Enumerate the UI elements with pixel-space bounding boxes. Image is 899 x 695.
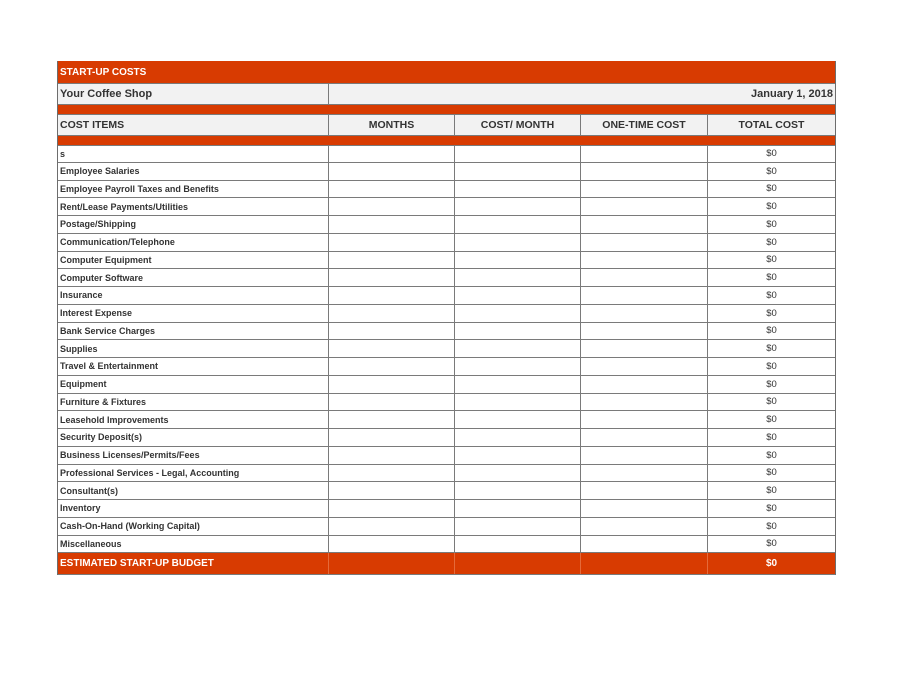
cost-items-list (58, 145, 835, 553)
months-cell[interactable] (329, 269, 455, 286)
column-header-row (58, 114, 835, 136)
shop-row (58, 83, 835, 105)
table-row (58, 323, 835, 341)
table-row (58, 482, 835, 500)
budget-total-label[interactable]: ESTIMATED START-UP BUDGET (58, 553, 329, 574)
one-time-cost-cell[interactable] (581, 482, 708, 499)
table-row (58, 216, 835, 234)
table-row (58, 340, 835, 358)
item-name-cell[interactable]: Cash-On-Hand (Working Capital) (58, 518, 329, 535)
item-name-cell[interactable]: Rent/Lease Payments/Utilities (58, 198, 329, 215)
one-time-cost-cell[interactable] (581, 305, 708, 322)
total-cost-cell[interactable]: $0 (766, 236, 777, 248)
one-time-cost-cell[interactable] (581, 252, 708, 269)
item-name-cell[interactable]: Employee Salaries (58, 163, 329, 180)
total-cost-cell[interactable]: $0 (766, 148, 777, 160)
total-cost-cell[interactable]: $0 (766, 396, 777, 408)
months-cell[interactable] (329, 482, 455, 499)
table-row (58, 429, 835, 447)
table-row (58, 305, 835, 323)
total-cost-cell[interactable]: $0 (766, 520, 777, 532)
cost-month-cell[interactable] (455, 269, 581, 286)
item-name-cell[interactable]: Professional Services - Legal, Accounting (58, 465, 329, 482)
cost-month-cell[interactable] (455, 340, 581, 357)
col-header-months[interactable]: MONTHS (329, 115, 455, 135)
cost-month-cell[interactable] (455, 358, 581, 375)
total-cost-cell[interactable]: $0 (766, 325, 777, 337)
cost-month-cell[interactable] (455, 216, 581, 233)
total-cost-cell[interactable]: $0 (766, 307, 777, 319)
one-time-cost-cell[interactable] (581, 323, 708, 340)
total-cost-cell[interactable]: $0 (766, 343, 777, 355)
sheet-title[interactable]: START-UP COSTS (60, 66, 147, 78)
one-time-cost-cell[interactable] (581, 376, 708, 393)
months-cell[interactable] (329, 518, 455, 535)
one-time-cost-cell[interactable] (581, 465, 708, 482)
months-cell[interactable] (329, 394, 455, 411)
total-cost-cell[interactable]: $0 (766, 378, 777, 390)
item-name-cell[interactable]: Miscellaneous (58, 536, 329, 553)
table-row (58, 465, 835, 483)
startup-costs-sheet (57, 61, 836, 575)
total-cost-cell[interactable]: $0 (766, 183, 777, 195)
total-cost-cell[interactable]: $0 (766, 502, 777, 514)
months-cell[interactable] (329, 287, 455, 304)
months-cell[interactable] (329, 181, 455, 198)
months-cell[interactable] (329, 146, 455, 162)
months-cell[interactable] (329, 358, 455, 375)
cost-month-cell[interactable] (455, 518, 581, 535)
item-name-cell[interactable]: s (58, 146, 329, 162)
cost-month-cell[interactable] (455, 429, 581, 446)
one-time-cost-cell[interactable] (581, 269, 708, 286)
accent-bar (58, 105, 835, 114)
total-cost-cell[interactable]: $0 (766, 467, 777, 479)
months-cell[interactable] (329, 465, 455, 482)
cost-month-cell[interactable] (455, 252, 581, 269)
cost-month-cell[interactable] (455, 394, 581, 411)
budget-total-value[interactable]: $0 (765, 558, 778, 570)
total-cost-cell[interactable]: $0 (766, 272, 777, 284)
cost-month-cell[interactable] (455, 447, 581, 464)
table-row (58, 394, 835, 412)
item-name-cell[interactable]: Consultant(s) (58, 482, 329, 499)
cost-month-cell[interactable] (455, 287, 581, 304)
one-time-cost-cell[interactable] (581, 394, 708, 411)
cost-month-cell[interactable] (455, 181, 581, 198)
item-name-cell[interactable]: Business Licenses/Permits/Fees (58, 447, 329, 464)
months-cell[interactable] (329, 216, 455, 233)
item-name-cell[interactable]: Travel & Entertainment (58, 358, 329, 375)
cost-month-cell[interactable] (455, 411, 581, 428)
total-cost-cell[interactable]: $0 (766, 254, 777, 266)
cost-month-cell[interactable] (455, 536, 581, 553)
months-cell[interactable] (329, 376, 455, 393)
months-cell[interactable] (329, 323, 455, 340)
date-cell[interactable]: January 1, 2018 (751, 88, 833, 100)
cost-month-cell[interactable] (455, 234, 581, 251)
total-cost-cell[interactable]: $0 (766, 431, 777, 443)
table-row (58, 145, 835, 163)
table-row (58, 411, 835, 429)
months-cell[interactable] (329, 252, 455, 269)
item-name-cell[interactable]: Inventory (58, 500, 329, 517)
one-time-cost-cell[interactable] (581, 181, 708, 198)
one-time-cost-cell[interactable] (581, 447, 708, 464)
budget-total-row (58, 553, 835, 575)
cost-month-cell[interactable] (455, 465, 581, 482)
item-name-cell[interactable]: Security Deposit(s) (58, 429, 329, 446)
item-name-cell[interactable]: Equipment (58, 376, 329, 393)
total-cost-cell[interactable]: $0 (766, 449, 777, 461)
budget-months-cell[interactable] (329, 553, 455, 574)
one-time-cost-cell[interactable] (581, 536, 708, 553)
one-time-cost-cell[interactable] (581, 340, 708, 357)
total-cost-cell[interactable]: $0 (766, 218, 777, 230)
cost-month-cell[interactable] (455, 198, 581, 215)
col-header-cost-items[interactable]: COST ITEMS (58, 115, 329, 135)
cost-month-cell[interactable] (455, 146, 581, 162)
item-name-cell[interactable]: Computer Software (58, 269, 329, 286)
months-cell[interactable] (329, 429, 455, 446)
table-row (58, 536, 835, 554)
accent-bar (58, 136, 835, 145)
one-time-cost-cell[interactable] (581, 429, 708, 446)
budget-one-time-cell[interactable] (581, 553, 708, 574)
months-cell[interactable] (329, 340, 455, 357)
total-cost-cell[interactable]: $0 (766, 360, 777, 372)
total-cost-cell[interactable]: $0 (766, 201, 777, 213)
total-cost-cell[interactable]: $0 (766, 485, 777, 497)
budget-cost-month-cell[interactable] (455, 553, 581, 574)
total-cost-cell[interactable]: $0 (766, 414, 777, 426)
table-row (58, 269, 835, 287)
one-time-cost-cell[interactable] (581, 234, 708, 251)
one-time-cost-cell[interactable] (581, 216, 708, 233)
one-time-cost-cell[interactable] (581, 358, 708, 375)
item-name-cell[interactable]: Postage/Shipping (58, 216, 329, 233)
item-name-cell[interactable]: Supplies (58, 340, 329, 357)
one-time-cost-cell[interactable] (581, 500, 708, 517)
item-name-cell[interactable]: Furniture & Fixtures (58, 394, 329, 411)
cost-month-cell[interactable] (455, 305, 581, 322)
one-time-cost-cell[interactable] (581, 518, 708, 535)
months-cell[interactable] (329, 198, 455, 215)
table-row (58, 287, 835, 305)
item-name-cell[interactable]: Computer Equipment (58, 252, 329, 269)
item-name-cell[interactable]: Leasehold Improvements (58, 411, 329, 428)
table-row (58, 376, 835, 394)
cost-month-cell[interactable] (455, 163, 581, 180)
table-row (58, 518, 835, 536)
total-cost-cell[interactable]: $0 (766, 289, 777, 301)
table-row (58, 163, 835, 181)
months-cell[interactable] (329, 411, 455, 428)
one-time-cost-cell[interactable] (581, 146, 708, 162)
item-name-cell[interactable]: Interest Expense (58, 305, 329, 322)
col-header-total-cost[interactable]: TOTAL COST (738, 119, 805, 131)
table-row (58, 181, 835, 199)
months-cell[interactable] (329, 536, 455, 553)
shop-name-cell[interactable]: Your Coffee Shop (58, 84, 329, 104)
total-cost-cell[interactable]: $0 (766, 165, 777, 177)
cost-month-cell[interactable] (455, 376, 581, 393)
table-row (58, 447, 835, 465)
cost-month-cell[interactable] (455, 500, 581, 517)
table-row (58, 252, 835, 270)
item-name-cell[interactable]: Bank Service Charges (58, 323, 329, 340)
one-time-cost-cell[interactable] (581, 198, 708, 215)
months-cell[interactable] (329, 305, 455, 322)
table-row (58, 358, 835, 376)
table-row (58, 500, 835, 518)
one-time-cost-cell[interactable] (581, 287, 708, 304)
months-cell[interactable] (329, 500, 455, 517)
item-name-cell[interactable]: Insurance (58, 287, 329, 304)
item-name-cell[interactable]: Employee Payroll Taxes and Benefits (58, 181, 329, 198)
table-row (58, 198, 835, 216)
table-row (58, 234, 835, 252)
one-time-cost-cell[interactable] (581, 163, 708, 180)
title-row (58, 61, 835, 83)
months-cell[interactable] (329, 163, 455, 180)
months-cell[interactable] (329, 447, 455, 464)
cost-month-cell[interactable] (455, 323, 581, 340)
item-name-cell[interactable]: Communication/Telephone (58, 234, 329, 251)
col-header-one-time-cost[interactable]: ONE-TIME COST (581, 115, 708, 135)
cost-month-cell[interactable] (455, 482, 581, 499)
total-cost-cell[interactable]: $0 (766, 538, 777, 550)
months-cell[interactable] (329, 234, 455, 251)
col-header-cost-month[interactable]: COST/ MONTH (455, 115, 581, 135)
one-time-cost-cell[interactable] (581, 411, 708, 428)
